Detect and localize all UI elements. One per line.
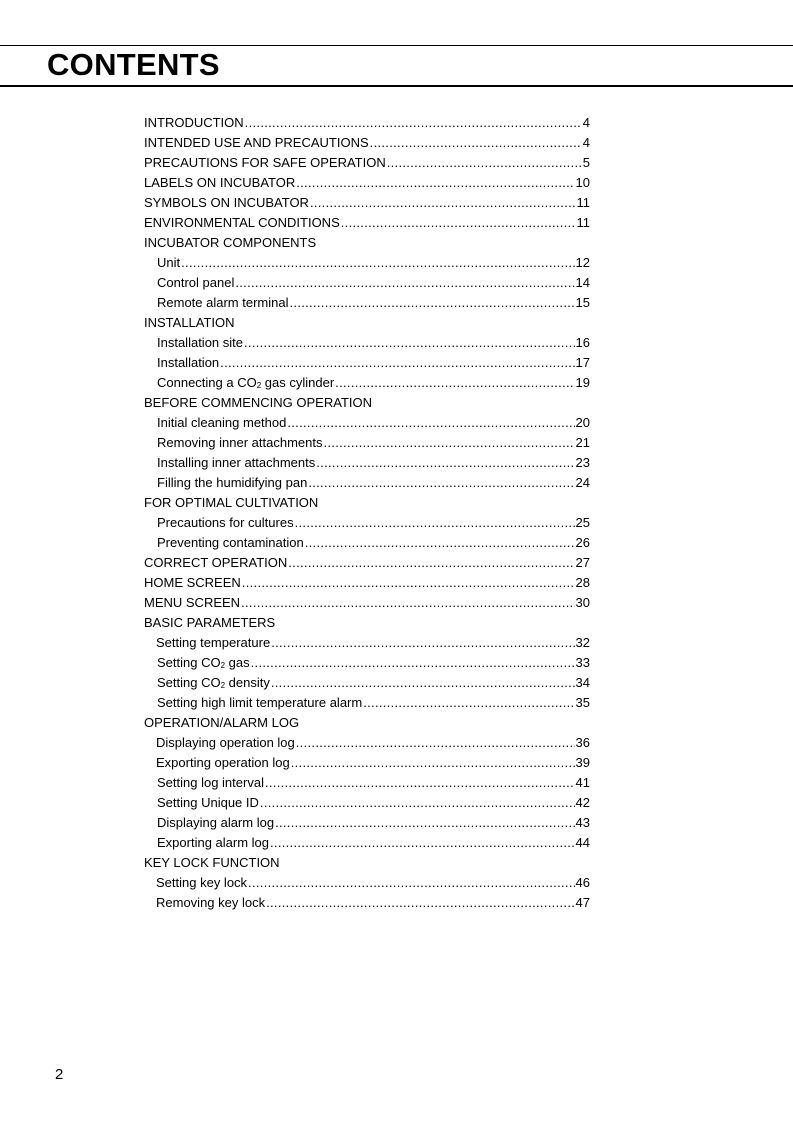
toc-entry-label: OPERATION/ALARM LOG (144, 715, 300, 730)
toc-dot-leader (295, 513, 575, 533)
toc-section-entry (144, 193, 590, 213)
toc-section-entry (144, 153, 590, 173)
toc-subsection-entry (144, 893, 590, 913)
toc-subsection-entry (144, 693, 590, 713)
toc-entry-label (157, 673, 270, 693)
toc-page-number: 11 (576, 195, 590, 210)
toc-dot-leader (244, 333, 575, 353)
toc-entry-label-suffix: density (225, 675, 270, 690)
toc-entry-label: SYMBOLS ON INCUBATOR (144, 195, 309, 210)
toc-entry-label: Setting log interval (157, 775, 264, 790)
toc-dot-leader (266, 893, 574, 913)
toc-dot-leader (241, 593, 574, 613)
toc-entry-label: MENU SCREEN (144, 595, 241, 610)
toc-dot-leader (316, 453, 574, 473)
toc-dot-leader (251, 653, 575, 673)
toc-dot-leader (290, 293, 575, 313)
toc-section-entry (144, 313, 590, 333)
toc-entry-label: Installation site (157, 335, 243, 350)
toc-entry-label: ENVIRONMENTAL CONDITIONS (144, 215, 340, 230)
toc-subsection-entry (144, 773, 590, 793)
toc-page-number: 33 (575, 655, 590, 670)
toc-subsection-entry (144, 453, 590, 473)
toc-page-number: 23 (575, 455, 590, 470)
toc-section-entry (144, 613, 590, 633)
toc-page-number: 17 (575, 355, 590, 370)
toc-subsection-entry (144, 633, 590, 653)
toc-entry-label: Filling the humidifying pan (157, 475, 308, 490)
toc-page-number: 44 (575, 835, 590, 850)
toc-subsection-entry (144, 733, 590, 753)
toc-dot-leader (335, 373, 574, 393)
toc-page-number: 21 (575, 435, 590, 450)
toc-page-number: 43 (575, 815, 590, 830)
toc-entry-label: Precautions for cultures (157, 515, 294, 530)
toc-section-entry (144, 593, 590, 613)
toc-page-number: 36 (575, 735, 590, 750)
toc-entry-label: Installation (157, 355, 220, 370)
toc-entry-label-text: Setting CO (157, 655, 221, 670)
toc-page-number: 20 (575, 415, 590, 430)
toc-section-entry (144, 853, 590, 873)
toc-entry-label (157, 373, 334, 393)
toc-dot-leader (287, 413, 574, 433)
table-of-contents (144, 113, 590, 913)
toc-entry-label: Unit (157, 255, 181, 270)
header-title-rule (0, 85, 793, 87)
toc-subsection-entry (144, 833, 590, 853)
toc-dot-leader (288, 553, 574, 573)
toc-subsection-entry (144, 473, 590, 493)
toc-entry-label: Preventing contamination (157, 535, 304, 550)
toc-subsection-entry (144, 513, 590, 533)
toc-page-number: 26 (575, 535, 590, 550)
toc-page-number: 27 (575, 555, 590, 570)
toc-entry-label: Initial cleaning method (157, 415, 287, 430)
toc-page-number: 30 (575, 595, 590, 610)
toc-entry-label: Displaying alarm log (157, 815, 275, 830)
toc-subsection-entry (144, 413, 590, 433)
toc-section-entry (144, 133, 590, 153)
toc-page-number: 4 (582, 115, 590, 130)
toc-page-number: 4 (582, 135, 590, 150)
toc-section-entry (144, 553, 590, 573)
toc-dot-leader (370, 133, 582, 153)
toc-entry-label: INTENDED USE AND PRECAUTIONS (144, 135, 369, 150)
header-top-rule (0, 45, 793, 46)
toc-dot-leader (323, 433, 574, 453)
toc-dot-leader (387, 153, 582, 173)
toc-entry-label-suffix: gas cylinder (261, 375, 335, 390)
toc-entry-label: Control panel (157, 275, 235, 290)
toc-subsection-entry (144, 433, 590, 453)
toc-dot-leader (181, 253, 574, 273)
toc-page-number: 28 (575, 575, 590, 590)
toc-page-number: 34 (575, 675, 590, 690)
toc-entry-label: INTRODUCTION (144, 115, 244, 130)
toc-entry-label: Setting high limit temperature alarm (157, 695, 363, 710)
toc-dot-leader (265, 773, 575, 793)
toc-page-number: 15 (575, 295, 590, 310)
toc-entry-label: Setting temperature (156, 635, 271, 650)
toc-entry-label: Removing key lock (156, 895, 266, 910)
toc-entry-label: CORRECT OPERATION (144, 555, 288, 570)
toc-page-number: 35 (575, 695, 590, 710)
toc-entry-label: Setting key lock (156, 875, 248, 890)
toc-dot-leader (242, 573, 575, 593)
toc-page-number: 32 (575, 635, 590, 650)
toc-entry-label-subscript: 2 (256, 381, 262, 390)
toc-subsection-entry (144, 753, 590, 773)
toc-section-entry (144, 493, 590, 513)
toc-dot-leader (245, 113, 582, 133)
toc-subsection-entry (144, 253, 590, 273)
toc-subsection-entry (144, 353, 590, 373)
toc-entry-label: INSTALLATION (144, 315, 235, 330)
toc-page-number: 41 (575, 775, 590, 790)
toc-page-number: 5 (582, 155, 590, 170)
toc-subsection-entry (144, 273, 590, 293)
toc-dot-leader (341, 213, 576, 233)
toc-page-number: 47 (575, 895, 590, 910)
toc-entry-label: Exporting alarm log (157, 835, 269, 850)
toc-dot-leader (260, 793, 575, 813)
toc-dot-leader (296, 173, 574, 193)
toc-entry-label: LABELS ON INCUBATOR (144, 175, 296, 190)
toc-entry-label: HOME SCREEN (144, 575, 241, 590)
toc-page-number: 24 (575, 475, 590, 490)
toc-dot-leader (271, 633, 574, 653)
toc-subsection-entry (144, 793, 590, 813)
toc-section-entry (144, 573, 590, 593)
toc-entry-label: BEFORE COMMENCING OPERATION (144, 395, 372, 410)
toc-entry-label: KEY LOCK FUNCTION (144, 855, 280, 870)
toc-subsection-entry (144, 653, 590, 673)
toc-page-number: 39 (575, 755, 590, 770)
toc-dot-leader (305, 533, 575, 553)
toc-page-number: 11 (576, 215, 590, 230)
toc-entry-label: Exporting operation log (156, 755, 290, 770)
toc-entry-label (157, 653, 250, 673)
toc-dot-leader (310, 193, 576, 213)
toc-dot-leader (291, 753, 575, 773)
toc-entry-label: Remote alarm terminal (157, 295, 289, 310)
toc-dot-leader (248, 873, 574, 893)
toc-entry-label: BASIC PARAMETERS (144, 615, 276, 630)
toc-dot-leader (235, 273, 574, 293)
toc-entry-label: Displaying operation log (156, 735, 295, 750)
toc-page-number: 16 (575, 335, 590, 350)
toc-entry-label-text: Connecting a CO (157, 375, 257, 390)
toc-section-entry (144, 393, 590, 413)
toc-dot-leader (296, 733, 575, 753)
toc-subsection-entry (144, 373, 590, 393)
toc-dot-leader (308, 473, 574, 493)
toc-entry-label: INCUBATOR COMPONENTS (144, 235, 317, 250)
toc-dot-leader (220, 353, 574, 373)
toc-entry-label: FOR OPTIMAL CULTIVATION (144, 495, 319, 510)
toc-section-entry (144, 173, 590, 193)
page-title: CONTENTS (47, 47, 220, 82)
toc-subsection-entry (144, 333, 590, 353)
toc-subsection-entry (144, 673, 590, 693)
toc-section-entry (144, 233, 590, 253)
toc-dot-leader (271, 673, 575, 693)
toc-dot-leader (275, 813, 574, 833)
toc-page-number: 14 (575, 275, 590, 290)
toc-entry-label: Installing inner attachments (157, 455, 316, 470)
toc-subsection-entry (144, 813, 590, 833)
toc-entry-label-subscript: 2 (220, 681, 226, 690)
toc-section-entry (144, 213, 590, 233)
toc-page-number: 25 (575, 515, 590, 530)
toc-entry-label: Removing inner attachments (157, 435, 323, 450)
toc-entry-label-text: Setting CO (157, 675, 221, 690)
toc-page-number: 10 (575, 175, 590, 190)
toc-page-number: 42 (575, 795, 590, 810)
toc-entry-label: Setting Unique ID (157, 795, 259, 810)
toc-entry-label: PRECAUTIONS FOR SAFE OPERATION (144, 155, 386, 170)
toc-dot-leader (270, 833, 575, 853)
page-number: 2 (55, 1066, 64, 1083)
toc-subsection-entry (144, 293, 590, 313)
toc-entry-label-suffix: gas (225, 655, 250, 670)
toc-entry-label-subscript: 2 (220, 661, 226, 670)
toc-page-number: 12 (575, 255, 590, 270)
toc-dot-leader (363, 693, 574, 713)
toc-section-entry (144, 713, 590, 733)
toc-page-number: 46 (575, 875, 590, 890)
toc-subsection-entry (144, 873, 590, 893)
toc-page-number: 19 (575, 375, 590, 390)
toc-section-entry (144, 113, 590, 133)
toc-subsection-entry (144, 533, 590, 553)
